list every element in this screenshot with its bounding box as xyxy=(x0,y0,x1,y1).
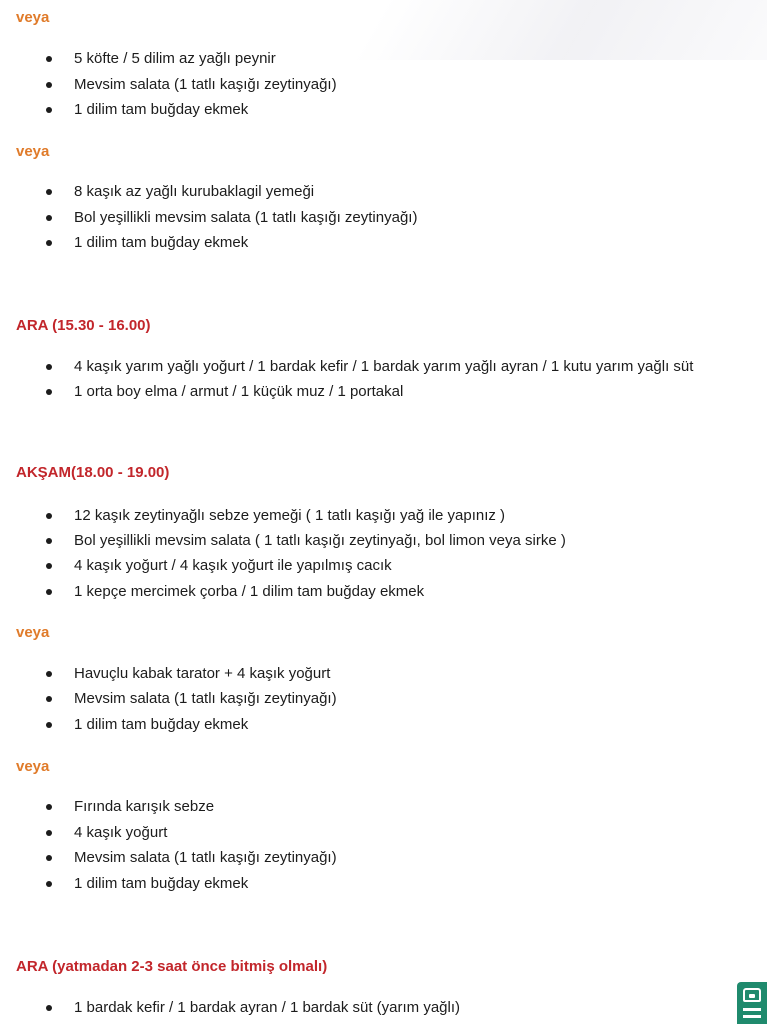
bullet-icon xyxy=(46,722,52,728)
bullet-icon xyxy=(46,671,52,677)
section-heading-veya: veya xyxy=(16,758,50,775)
bullet-icon xyxy=(46,538,52,544)
divider xyxy=(743,1008,761,1011)
bullet-icon xyxy=(46,830,52,836)
bullet-icon xyxy=(46,107,52,113)
bullet-icon xyxy=(46,563,52,569)
section-heading-veya: veya xyxy=(16,624,50,641)
section-heading-ara: ARA (yatmadan 2-3 saat önce bitmiş olmalı) xyxy=(16,958,328,975)
section-heading-ara: ARA (15.30 - 16.00) xyxy=(16,317,151,334)
bullet-icon xyxy=(46,589,52,595)
bullet-icon xyxy=(46,189,52,195)
section-heading-aksam: AKŞAM(18.00 - 19.00) xyxy=(16,464,170,481)
divider xyxy=(743,1015,761,1018)
phone-icon[interactable] xyxy=(743,988,761,1002)
bullet-icon xyxy=(46,82,52,88)
bullet-icon xyxy=(46,804,52,810)
bullet-icon xyxy=(46,364,52,370)
section-heading-veya: veya xyxy=(16,9,50,26)
document-page: veya 5 köfte / 5 dilim az yağlı peynir Mevsim salata (1 tatlı kaşığı zeytinyağı) 1 dilim tam buğday ekmek veya 8 kaşık az yağlı kurubaklagil yemeği Bol yeşillikli mevsim salata (1 tatlı kaşığı zeytinyağı) 1 dilim tam buğday ekmek ARA (15.30 - 16.00) 4 kaşık yarım yağlı yoğurt / 1 bardak kefir / 1 bardak yarım yağlı ayran / 1 kutu yarım yağlı süt 1 orta boy elma / armut / 1 küçük muz / 1 portakal AKŞAM(18.00 - 19.00) 12 kaşık zeytinyağlı sebze yemeği ( 1 tatlı kaşığı yağ ile yapınız ) Bol yeşillikli mevsim salata ( 1 tatlı kaşığı zeytinyağı, bol limon veya sirke ) 4 kaşık yoğurt / 4 kaşık yoğurt ile yapılmış cacık 1 kepçe mercimek çorba / 1 dilim tam buğday ekmek veya Havuçlu kabak tarator + 4 kaşık yoğurt Mevsim salata (1 tatlı kaşığı zeytinyağı) 1 dilim tam buğday ekmek veya Fırında karışık sebze 4 kaşık yoğurt Mevsim salata (1 tatlı kaşığı zeytinyağı) 1 dilim tam buğday ekmek ARA (yatmadan 2-3 saat önce bitmiş olmalı) 1 bardak kefir / 1 bardak ayran / 1 bardak süt (yarım yağlı) xyxy=(16,9,694,1016)
contact-widget[interactable] xyxy=(737,982,767,1024)
bullet-icon xyxy=(46,513,52,519)
bullet-icon xyxy=(46,881,52,887)
bullet-icon xyxy=(46,240,52,246)
bullet-icon xyxy=(46,855,52,861)
bullet-icon xyxy=(46,696,52,702)
section-heading-veya: veya xyxy=(16,143,50,160)
bullet-icon xyxy=(46,1005,52,1011)
bullet-icon xyxy=(46,56,52,62)
bullet-icon xyxy=(46,389,52,395)
bullet-icon xyxy=(46,215,52,221)
